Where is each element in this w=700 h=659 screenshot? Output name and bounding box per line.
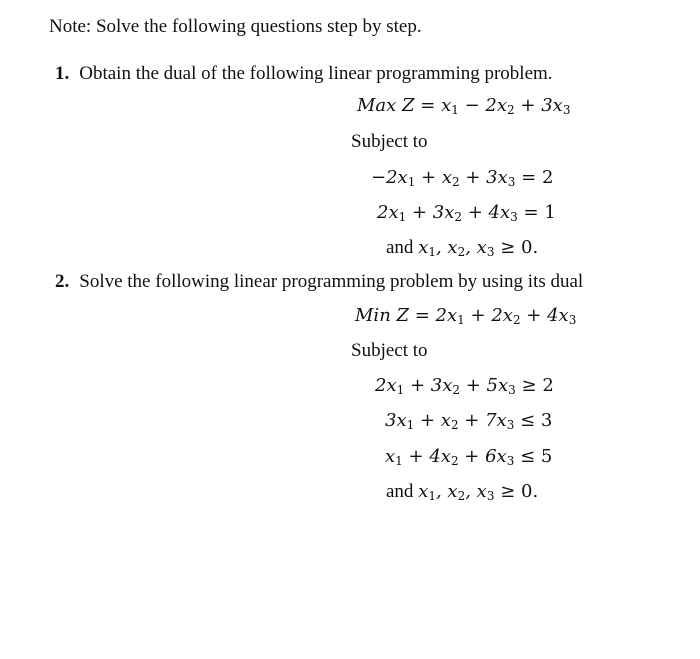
question-1 [55, 62, 553, 86]
question-2-constraint-1: $2x_1 + 3x_2 + 5x_3 \ge 2$ [375, 375, 554, 397]
question-2-nonnegativity: and $x_1$, $x_2$, $x_3 \ge 0$. [386, 481, 539, 503]
question-1-constraint-1: $-2x_1 + x_2 + 3x_3 = 2$ [371, 167, 554, 189]
note-text: Note: Solve the following questions step by step. [49, 16, 422, 37]
question-2-objective: Min $Z = 2x_1 + 2x_2 + 4x_3$ [355, 305, 577, 327]
and-word: and [386, 481, 414, 502]
question-2 [55, 270, 583, 294]
and-word: and [386, 237, 414, 258]
objective-label: Max Z [357, 95, 415, 116]
question-1-subject-to: Subject to [351, 131, 428, 152]
question-1-constraint-2: $2x_1 + 3x_2 + 4x_3 = 1$ [377, 202, 556, 224]
question-2-constraint-3: $x_1 + 4x_2 + 6x_3 \le 5$ [385, 446, 553, 468]
question-2-number: 2. [55, 271, 70, 292]
question-1-number: 1. [55, 63, 70, 84]
question-2-subject-to: Subject to [351, 340, 428, 361]
question-2-text: Solve the following linear programming problem by using its dual [79, 271, 584, 292]
question-1-objective: Max $Z = x_1 - 2x_2 + 3x_3$ [357, 95, 571, 117]
question-1-text: Obtain the dual of the following linear programming problem. [79, 63, 553, 84]
question-1-nonnegativity: and $x_1$, $x_2$, $x_3 \ge 0$. [386, 237, 539, 259]
question-2-constraint-2: $3x_1 + x_2 + 7x_3 \le 3$ [385, 410, 553, 432]
objective-label: Min Z [355, 305, 410, 326]
